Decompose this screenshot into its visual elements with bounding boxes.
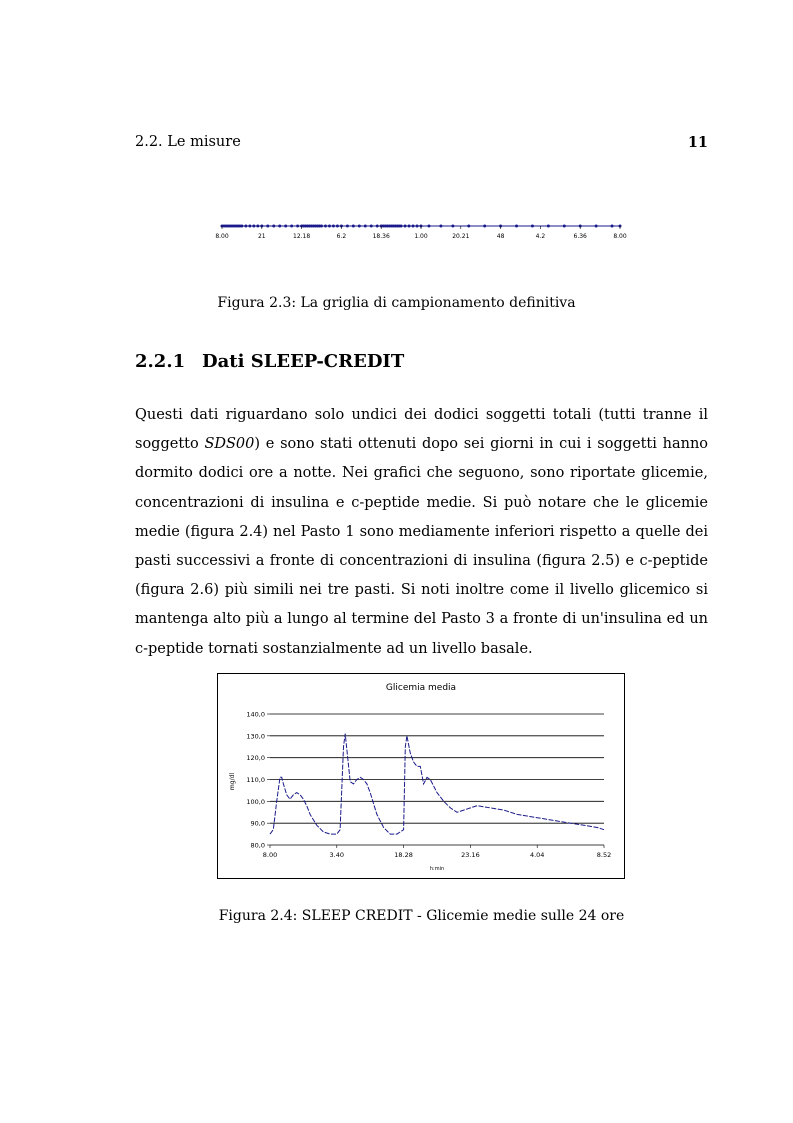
- x-tick-label: 3.40: [329, 851, 345, 859]
- sampling-tick-label: 18.36: [372, 233, 390, 240]
- x-tick-label: 4.04: [529, 851, 545, 859]
- sampling-tick-label: 12.18: [293, 233, 311, 240]
- sampling-point: [439, 225, 442, 228]
- running-head-section: 2.2. Le misure: [135, 134, 241, 150]
- x-axis-label: h:min: [429, 866, 445, 872]
- sampling-tick-label: 6.2: [336, 233, 347, 240]
- sampling-tick-label: 20.21: [452, 233, 470, 240]
- sampling-point: [324, 225, 327, 228]
- sampling-point: [296, 225, 299, 228]
- sampling-point: [364, 225, 367, 228]
- sampling-point: [370, 225, 373, 228]
- sampling-point: [595, 225, 598, 228]
- y-tick-label: 90,0: [250, 819, 265, 828]
- sampling-point: [531, 225, 534, 228]
- sampling-point: [278, 225, 281, 228]
- sampling-point: [328, 225, 331, 228]
- y-tick-label: 110,0: [246, 776, 265, 784]
- sampling-point: [332, 225, 335, 228]
- section-title: Dati SLEEP-CREDIT: [202, 351, 405, 372]
- sampling-point: [451, 225, 454, 228]
- sampling-point: [483, 225, 486, 228]
- sampling-point: [416, 225, 419, 228]
- x-tick-label: 8.00: [262, 851, 278, 859]
- y-tick-label: 80,0: [250, 841, 265, 850]
- sampling-tick-label: 48: [496, 233, 505, 240]
- sampling-point: [272, 225, 275, 228]
- chart-title: Glicemia media: [385, 683, 457, 693]
- y-tick-label: 100,0: [246, 797, 265, 806]
- sampling-point: [290, 225, 293, 228]
- section-heading: [135, 351, 404, 372]
- glycemia-chart-svg: [218, 674, 624, 878]
- glycemia-series-line: [270, 734, 604, 834]
- sampling-point: [427, 225, 430, 228]
- sampling-point: [266, 225, 269, 228]
- sampling-point: [412, 225, 415, 228]
- sampling-tick-label: 4.2: [535, 233, 546, 240]
- sampling-point: [400, 225, 403, 228]
- sampling-point: [284, 225, 287, 228]
- sampling-point: [563, 225, 566, 228]
- glycemia-chart: [217, 673, 625, 879]
- sampling-point: [256, 225, 259, 228]
- x-tick-label: 18.28: [394, 851, 413, 859]
- page-number: 11: [687, 134, 708, 151]
- sampling-tick-label: 8.00: [613, 233, 627, 240]
- sampling-point: [404, 225, 407, 228]
- sampling-point: [320, 225, 323, 228]
- sampling-point: [611, 225, 614, 228]
- sampling-point: [352, 225, 355, 228]
- x-tick-label: 23.16: [461, 851, 480, 859]
- sampling-point: [336, 225, 339, 228]
- sampling-point: [244, 225, 247, 228]
- figure-2-3-caption: Figura 2.3: La griglia di campionamento definitiva: [217, 295, 576, 311]
- paragraph-italic: SDS00: [204, 436, 255, 453]
- sampling-tick-label: 8.00: [215, 233, 229, 240]
- x-tick-label: 8.52: [596, 851, 612, 859]
- body-paragraph: [135, 401, 708, 664]
- sampling-point: [515, 225, 518, 228]
- section-number: 2.2.1: [135, 351, 186, 372]
- paragraph-text: Questi dati riguardano solo undici dei dodici soggetti totali (tutti tranne il soggetto: [135, 407, 708, 453]
- sampling-point: [547, 225, 550, 228]
- sampling-point: [376, 225, 379, 228]
- sampling-point: [240, 225, 243, 228]
- sampling-point: [248, 225, 251, 228]
- y-tick-label: 130,0: [246, 732, 265, 741]
- sampling-tick-label: 6.36: [573, 233, 587, 240]
- y-tick-label: 140,0: [246, 710, 265, 719]
- running-head: [135, 134, 708, 151]
- sampling-grid-figure: [214, 218, 630, 248]
- sampling-point: [467, 225, 470, 228]
- sampling-point: [252, 225, 255, 228]
- sampling-tick-label: 21: [257, 233, 266, 240]
- paragraph-text-cont: ) e sono stati ottenuti dopo sei giorni in cui i soggetti hanno dormito dodici ore a notte. Nei grafici che seguono, sono riportate glicemie, concentrazioni di insulina e c-peptide medie. Si può notare che le glicemie medie (figura 2.4) nel Pasto 1 sono mediamente inferiori rispetto a quelle dei pasti successivi a fronte di concentrazioni di insulina (figura 2.5) e c-peptide (figura 2.6) più simili nei tre pasti. Si noti inoltre come il livello glicemico si mantenga alto più a lungo al termine del Pasto 3 a fronte di un'insulina ed un c-peptide tornati sostanzialmente ad un livello basale.: [135, 436, 709, 657]
- sampling-point: [408, 225, 411, 228]
- sampling-tick-label: 1.00: [414, 233, 428, 240]
- y-tick-label: 120,0: [246, 754, 265, 763]
- sampling-point: [358, 225, 361, 228]
- figure-2-4-caption: Figura 2.4: SLEEP CREDIT - Glicemie medie sulle 24 ore: [218, 908, 625, 924]
- y-axis-label: mg/dl: [229, 772, 236, 791]
- sampling-point: [346, 225, 349, 228]
